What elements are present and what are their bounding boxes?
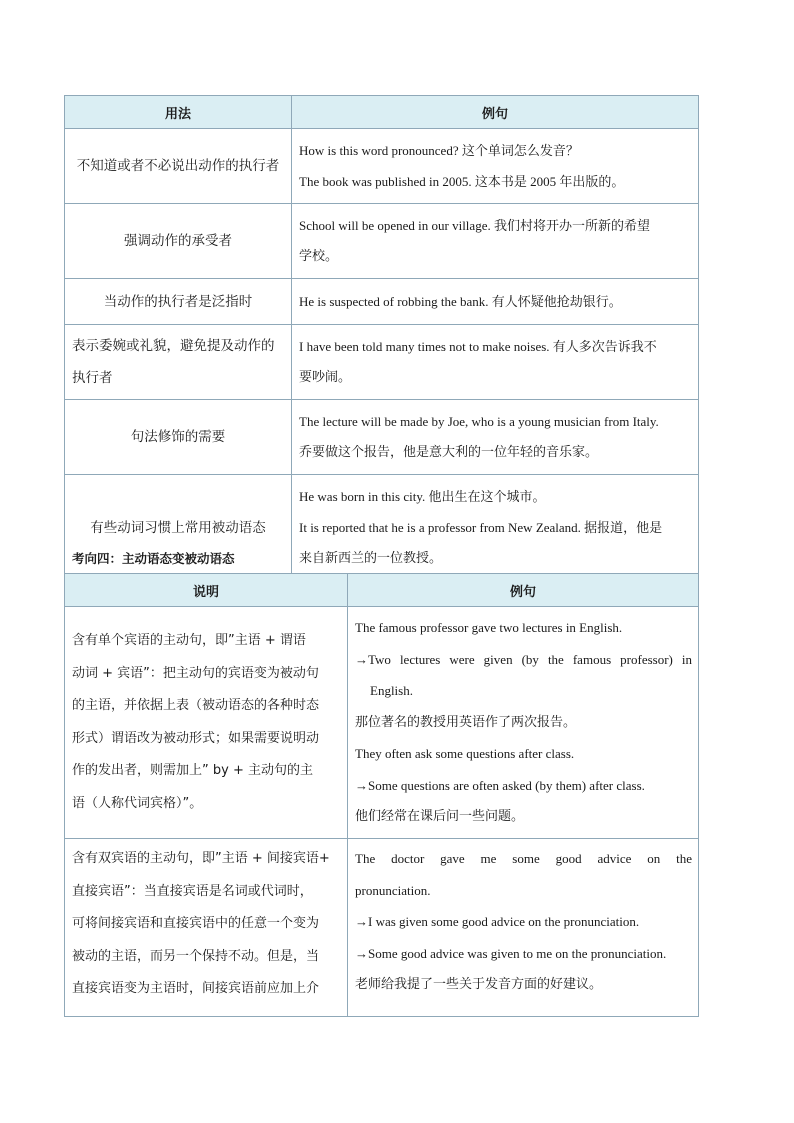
- usage-cell: 不知道或者不必说出动作的执行者: [65, 129, 292, 204]
- explanation-line: 动词 + 宾语”：把主动句的宾语变为被动句: [72, 665, 319, 681]
- example-line: The book was published in 2005. 这本书是 2005 年出版的。: [299, 174, 625, 189]
- example-line: He is suspected of robbing the bank. 有人怀疑他抢劫银行。: [299, 294, 622, 309]
- example-line: pronunciation.: [355, 882, 431, 898]
- example-line: →I was given some good advice on the pronunciation.: [355, 914, 640, 929]
- usage-cell: 有些动词习惯上常用被动语态: [65, 475, 292, 581]
- table-row: [65, 279, 699, 325]
- section-heading: 考向四：主动语态变被动语态: [72, 551, 235, 566]
- table-header-row: [65, 574, 699, 607]
- example-line: 那位著名的教授用英语作了两次报告。: [355, 714, 577, 730]
- example-line: I have been told many times not to make noises. 有人多次告诉我不: [299, 339, 657, 354]
- usage-cell: 当动作的执行者是泛指时: [65, 279, 292, 325]
- example-cell: [292, 400, 699, 475]
- table-row: [65, 129, 699, 204]
- usage-cell: [65, 325, 292, 400]
- example-cell: [292, 204, 699, 279]
- table-header-row: [65, 96, 699, 129]
- example-line: →Some good advice was given to me on the pronunciation.: [355, 945, 667, 961]
- example-cell: [292, 279, 699, 325]
- example-line: 学校。: [299, 249, 339, 264]
- explanation-line: 含有双宾语的主动句，即”主语 + 间接宾语+: [72, 851, 330, 866]
- explanation-line: 含有单个宾语的主动句，即”主语 + 谓语: [72, 633, 306, 648]
- example-line: The lecture will be made by Joe, who is a young musician from Italy.: [299, 414, 659, 429]
- explanation-line: 的主语，并依据上表（被动语态的各种时态: [72, 698, 320, 713]
- explanation-column-header: 说明: [65, 574, 348, 607]
- example-line: The famous professor gave two lectures in English.: [355, 620, 623, 635]
- example-line: He was born in this city. 他出生在这个城市。: [299, 489, 546, 504]
- explanation-line: 可将间接宾语和直接宾语中的任意一个变为: [72, 916, 320, 931]
- usage-cell: 句法修饰的需要: [65, 400, 292, 475]
- explanation-line: 直接宾语变为主语时，间接宾语前应加上介: [72, 981, 320, 996]
- table-row: [65, 204, 699, 279]
- example-line: It is reported that he is a professor from New Zealand. 据报道，他是: [299, 520, 663, 535]
- explanation-cell: [65, 839, 348, 1017]
- example-column-header: 例句: [292, 96, 699, 129]
- example-line: 要吵闹。: [299, 370, 352, 385]
- passive-voice-usage-table: [64, 95, 699, 581]
- example-cell: [292, 475, 699, 581]
- example-line: They often ask some questions after class.: [355, 746, 575, 761]
- example-cell: [292, 325, 699, 400]
- example-line: →Two lectures were given (by the famous professor) in: [355, 651, 692, 667]
- explanation-cell: [65, 607, 348, 839]
- example-line: 他们经常在课后问一些问题。: [355, 809, 525, 824]
- explanation-line: 被动的主语，而另一个保持不动。但是，当: [72, 948, 320, 964]
- explanation-line: 形式）谓语改为被动形式；如果需要说明动: [72, 730, 320, 746]
- example-cell: [292, 129, 699, 204]
- table-row: [65, 325, 699, 400]
- example-cell: [348, 839, 699, 1017]
- table-row: [65, 607, 699, 839]
- table-row: [65, 400, 699, 475]
- table-row: [65, 839, 699, 1017]
- usage-cell: 强调动作的承受者: [65, 204, 292, 279]
- usage-line: 表示委婉或礼貌，避免提及动作的: [72, 338, 275, 354]
- usage-column-header: 用法: [65, 96, 292, 129]
- example-line: English.: [370, 683, 413, 698]
- explanation-line: 作的发出者，则需加上” by + 主动句的主: [72, 763, 313, 778]
- example-column-header: 例句: [348, 574, 699, 607]
- usage-line: 执行者: [72, 370, 113, 386]
- example-line: 老师给我提了一些关于发音方面的好建议。: [355, 977, 603, 992]
- example-line: 乔要做这个报告，他是意大利的一位年轻的音乐家。: [299, 445, 599, 460]
- explanation-line: 直接宾语”：当直接宾语是名词或代词时，: [72, 883, 313, 899]
- example-cell: [348, 607, 699, 839]
- example-line: The doctor gave me some good advice on the: [355, 851, 692, 866]
- example-line: →Some questions are often asked (by them) after class.: [355, 777, 645, 793]
- example-line: How is this word pronounced? 这个单词怎么发音？: [299, 143, 579, 158]
- active-to-passive-table: [64, 573, 699, 1017]
- example-line: School will be opened in our village. 我们村将开办一所新的希望: [299, 218, 650, 233]
- example-line: 来自新西兰的一位教授。: [299, 551, 443, 566]
- explanation-line: 语（人称代词宾格）”。: [72, 795, 203, 811]
